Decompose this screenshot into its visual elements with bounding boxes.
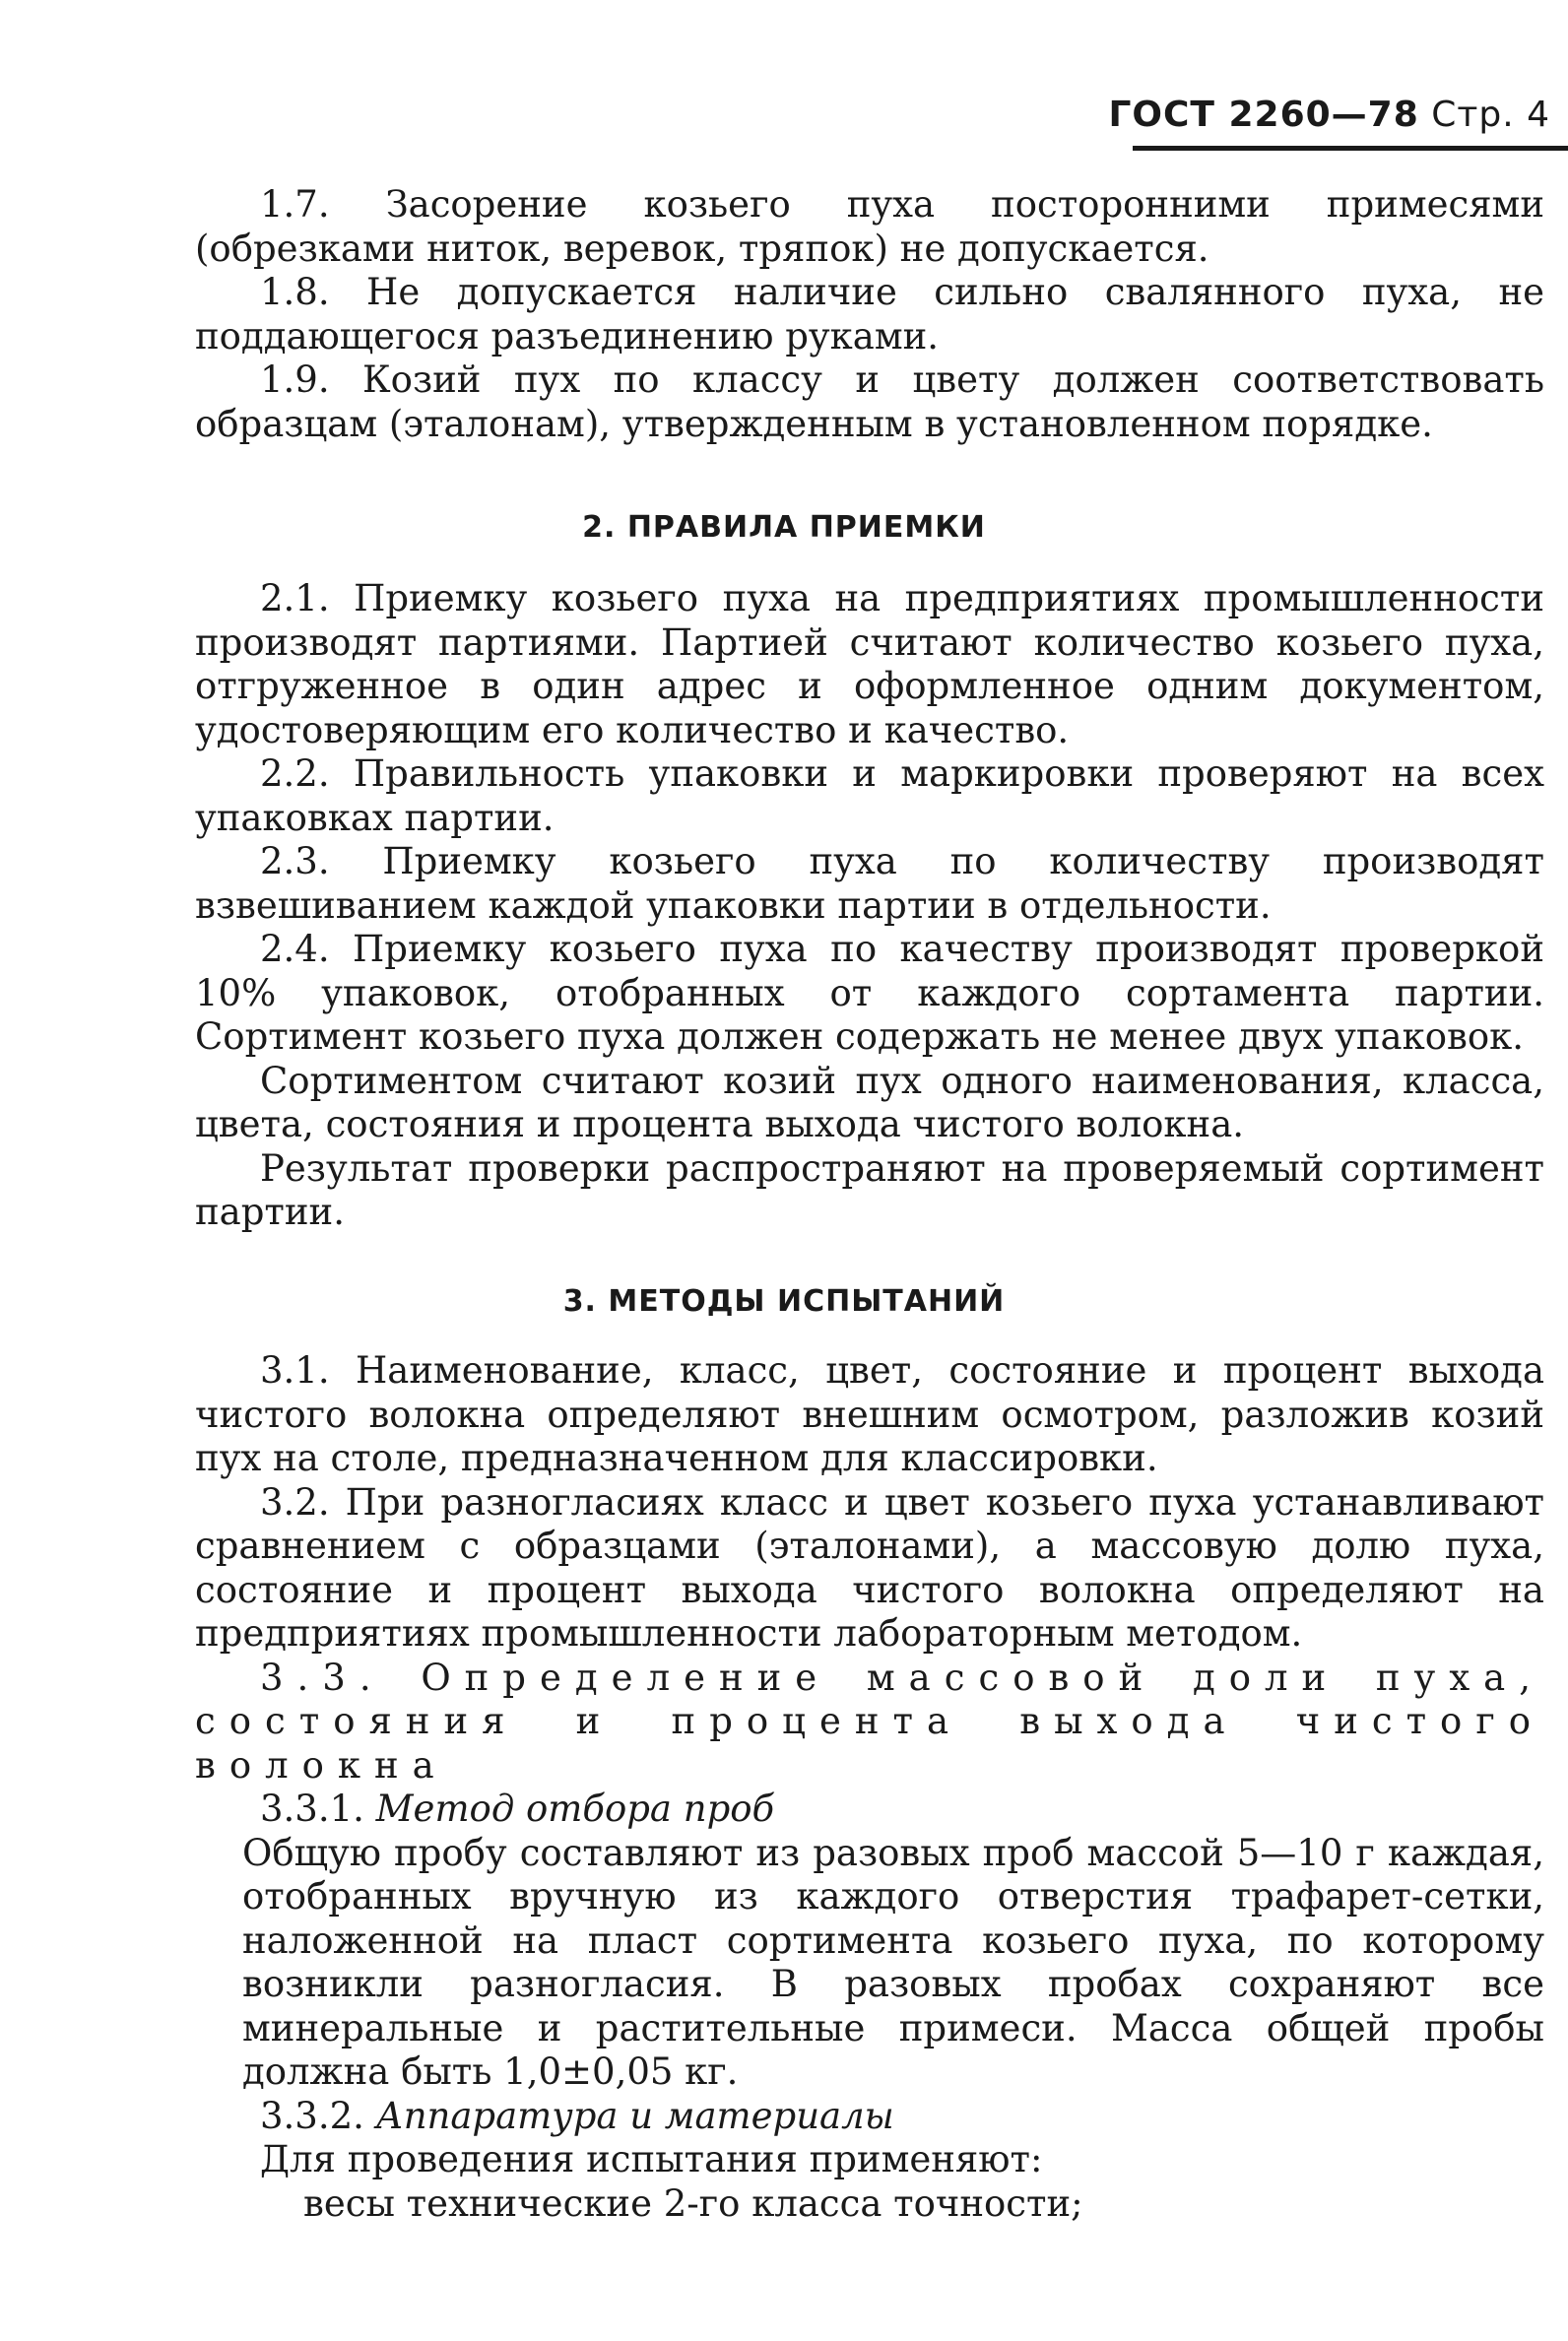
subsection-title: Метод отбора проб [375, 1788, 775, 1830]
paragraph-2-2: 2.2. Правильность упаковки и маркировки проверяют на всех упаковках партии. [195, 752, 1544, 839]
paragraph-3-3-1: Общую пробу составляют из разовых проб массой 5—10 г каждая, отобранных вручную из каждого отверстия трафарет-сетки, наложенной на пласт сортимента козьего пуха, по которому возникли разногласия. В разовых пробах сохраняют все минеральные и растительные примеси. Масса общей пробы должна быть 1,0±0,05 кг. [242, 1831, 1544, 2093]
paragraph-3-2: 3.2. При разногласиях класс и цвет козьего пуха устанавливают сравнением с образцами (эталонами), а массовую долю пуха, состояние и процент выхода чистого волокна определяют на предприятиях промышленности лабораторным методом. [195, 1480, 1544, 1655]
paragraph-1-8: 1.8. Не допускается наличие сильно свалянного пуха, не поддающегося разъединению руками. [195, 271, 1544, 358]
section3-heading: 3. МЕТОДЫ ИСПЫТАНИЙ [562, 1284, 1006, 1319]
paragraph-2-4: 2.4. Приемку козьего пуха по качеству производят проверкой 10% упаковок, отобранных от каждого сортамента партии. Сортимент козьего пуха должен содержать не менее двух упаковок. [195, 928, 1544, 1058]
paragraph-2-4-assortment: Сортиментом считают козий пух одного наименования, класса, цвета, состояния и процента выхода чистого волокна. [195, 1059, 1544, 1145]
paragraph-2-1: 2.1. Приемку козьего пуха на предприятиях промышленности производят партиями. Партией считают количество козьего пуха, отгруженное в один адрес и оформленное одним документом, удостоверяющим его количество и качество. [195, 577, 1544, 751]
page-number: Стр. 4 [1431, 95, 1550, 135]
paragraph-2-3: 2.3. Приемку козьего пуха по количеству производят взвешиванием каждой упаковки партии в отдельности. [195, 840, 1544, 927]
section2-block [195, 577, 1544, 1235]
section3-block [195, 1349, 1544, 2226]
page-header [1108, 95, 1550, 135]
paragraph-3-3-2: Для проведения испытания применяют: [260, 2138, 1043, 2180]
paragraph-3-3-title: 3.3. Определение массовой доли пуха, состояния и процента выхода чистого волокна [195, 1656, 1544, 1787]
section2-heading: 2. ПРАВИЛА ПРИЕМКИ [582, 510, 986, 545]
paragraph-3-3-1-heading [195, 1788, 1544, 1832]
paragraph-1-7: 1.7. Засорение козьего пуха посторонними примесями (обрезками ниток, веревок, тряпок) не допускается. [195, 183, 1544, 270]
standard-number: ГОСТ 2260—78 [1108, 95, 1419, 135]
subsection-number: 3.3.1. [260, 1788, 364, 1830]
header-rule [1133, 146, 1568, 151]
paragraph-2-4-result: Результат проверки распространяют на проверяемый сортимент партии. [195, 1146, 1544, 1233]
paragraph-3-3-2-heading [195, 2095, 1544, 2139]
subsection-title: Аппаратура и материалы [375, 2094, 894, 2137]
section1-block [195, 183, 1544, 446]
paragraph-1-9: 1.9. Козий пух по классу и цвету должен соответствовать образцам (эталонам), утвержденным в установленном порядке. [195, 358, 1544, 445]
paragraph-3-1: 3.1. Наименование, класс, цвет, состояние и процент выхода чистого волокна определяют внешним осмотром, разложив козий пух на столе, предназначенном для классировки. [195, 1349, 1544, 1479]
list-item: весы технические 2-го класса точности; [303, 2181, 1083, 2225]
subsection-number: 3.3.2. [260, 2094, 364, 2137]
